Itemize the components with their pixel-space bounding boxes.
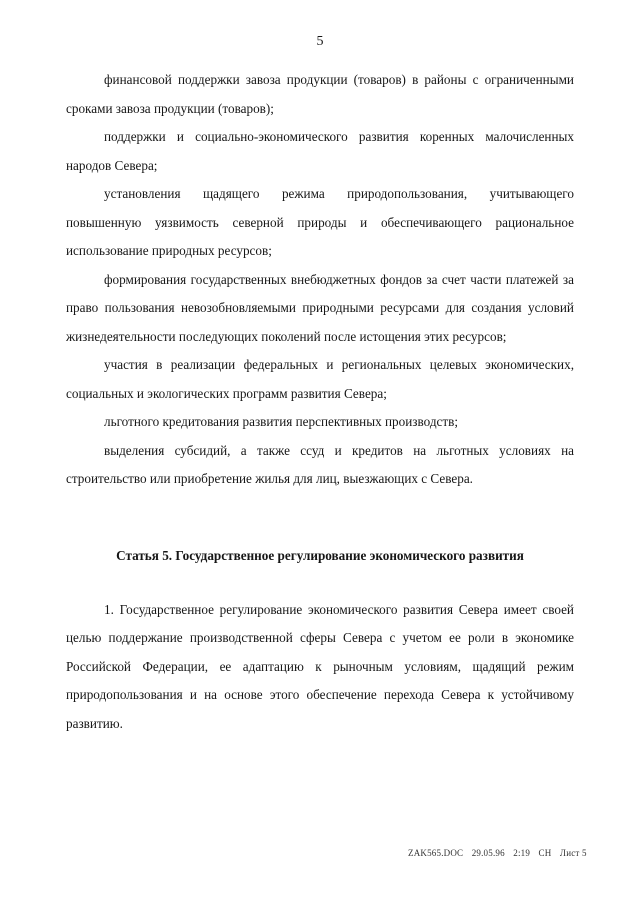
list-paragraph: льготного кредитования развития перспективных производств; (104, 414, 459, 429)
footer-initials: СН (538, 848, 552, 858)
list-paragraph: участия в реализации федеральных и региональных целевых экономических, социальных и экологических программ развития Севера; (66, 357, 574, 401)
footer-sheet: Лист 5 (559, 848, 587, 858)
page-number: 5 (316, 34, 324, 49)
list-paragraph: установления щадящего режима природопользования, учитывающего повышенную уязвимость северной природы и обеспечивающего рациональное использование природных ресурсов; (66, 186, 574, 258)
footer-date: 29.05.96 (471, 848, 505, 858)
list-paragraph: выделения субсидий, а также ссуд и кредитов на льготных условиях на строительство или приобретение жилья для лиц, выезжающих с Севера. (66, 442, 574, 486)
list-paragraph: поддержки и социально-экономического развития коренных малочисленных народов Севера; (66, 129, 574, 173)
article-paragraph: 1. Государственное регулирование экономического развития Севера имеет своей целью поддержание производственной сферы Севера с учетом ее роли в экономике Российской Федерации, ее адаптацию к рыночным условиям, щадящий режим природопользования и на основе этого обеспечение перехода Севера к устойчивому развитию. (66, 601, 574, 731)
list-paragraph: финансовой поддержки завоза продукции (товаров) в районы с ограниченными сроками завоза продукции (товаров); (66, 72, 574, 116)
article-heading: Статья 5. Государственное регулирование экономического развития (116, 547, 524, 563)
footer-filename: ZAK565.DOC (408, 848, 464, 858)
document-body (66, 66, 574, 738)
list-paragraph: формирования государственных внебюджетных фондов за счет части платежей за право пользования невозобновляемыми природными ресурсами для создания условий жизнедеятельности последующих поколений после истощения этих ресурсов; (66, 271, 574, 344)
footer-time: 2:19 (513, 848, 531, 858)
